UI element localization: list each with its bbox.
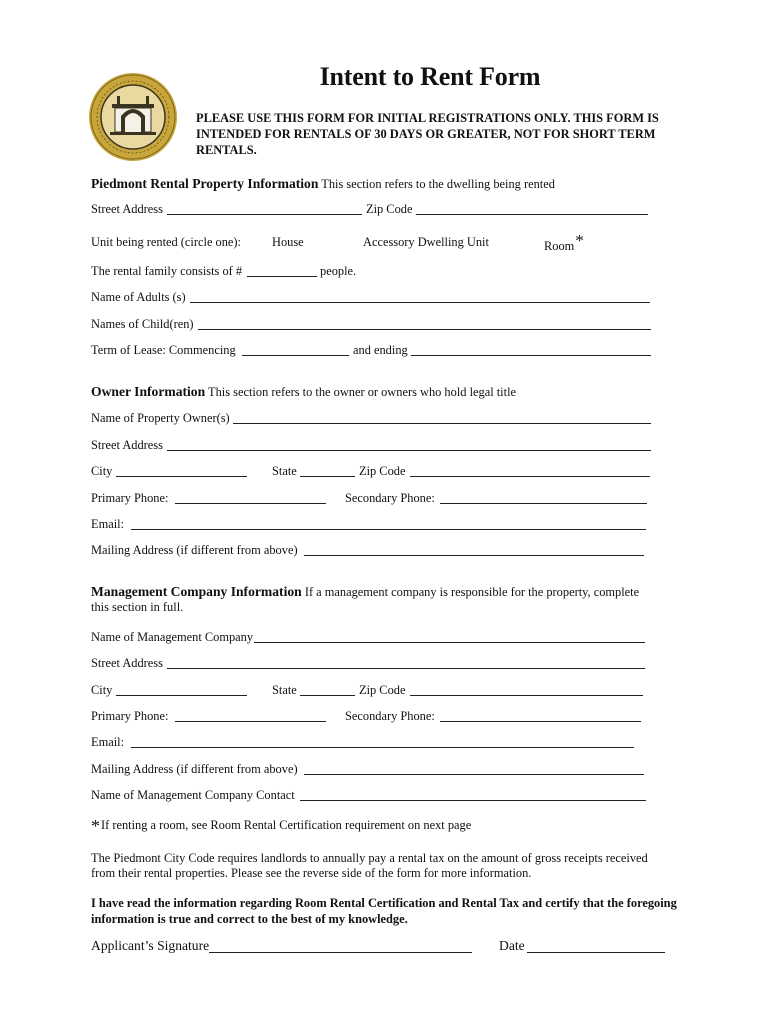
lease-start-label: Term of Lease: Commencing [91,343,236,357]
mgmt-name-label: Name of Management Company [91,630,254,644]
mgmt-zip-label: Zip Code [359,683,406,697]
applicant-signature-label: Applicant’s Signature [91,938,210,953]
owner-city-label: City [91,464,113,478]
form-notice: PLEASE USE THIS FORM FOR INITIAL REGISTRATIONS ONLY. THIS FORM IS INTENDED FOR RENTALS OF 30 DAYS OR GREATER, NOT FOR SHORT TERM RENTALS. [196,111,659,157]
mgmt-contact-field[interactable] [300,800,646,801]
owner-subtext: This section refers to the owner or owners who hold legal title [208,385,517,399]
street-address-label: Street Address [91,202,163,216]
owner-city-row [91,464,653,480]
owner-mailing-field[interactable] [304,555,644,556]
tax-note: The Piedmont City Code requires landlords to annually pay a rental tax on the amount of gross receipts received from their rental properties. Please see the reverse side of the form for more information. [91,851,648,880]
management-heading: Management Company Information [91,584,302,599]
mgmt-secondary-phone-field[interactable] [440,721,641,722]
mgmt-city-row [91,683,653,699]
owner-name-label: Name of Property Owner(s) [91,411,230,425]
mgmt-city-label: City [91,683,113,697]
mgmt-mailing-label: Mailing Address (if different from above) [91,762,298,776]
mgmt-street-row [91,656,653,672]
room-note-text: If renting a room, see Room Rental Certification requirement on next page [101,818,472,832]
children-label: Names of Child(ren) [91,317,194,331]
owner-state-field[interactable] [300,476,355,477]
mgmt-mailing-field[interactable] [304,774,644,775]
mgmt-email-label: Email: [91,735,125,749]
owner-street-label: Street Address [91,438,163,452]
owner-name-field[interactable] [233,423,651,424]
mgmt-email-field[interactable] [131,747,634,748]
owner-section-header [91,384,691,400]
mgmt-mailing-row [91,762,653,778]
owner-primary-phone-label: Primary Phone: [91,491,169,505]
mgmt-secondary-phone-label: Secondary Phone: [345,709,435,723]
adults-label: Name of Adults (s) [91,290,186,304]
unit-option-room[interactable] [544,231,584,255]
owner-heading: Owner Information [91,384,206,399]
mgmt-city-field[interactable] [116,695,247,696]
mgmt-phone-row [91,709,653,725]
mgmt-contact-row [91,788,653,804]
room-asterisk: * [575,231,584,250]
unit-type-row [91,231,651,253]
owner-primary-phone-field[interactable] [175,503,326,504]
date-label: Date [499,938,525,953]
owner-mailing-row [91,543,653,559]
adults-field[interactable] [190,302,650,303]
owner-email-row [91,517,653,533]
family-size-label: The rental family consists of # [91,264,243,278]
owner-zip-label: Zip Code [359,464,406,478]
owner-secondary-phone-field[interactable] [440,503,647,504]
form-title: Intent to Rent Form [319,62,541,91]
zip-code-field[interactable] [416,214,648,215]
zip-code-label: Zip Code [366,202,413,216]
date-field[interactable] [527,952,665,953]
street-address-field[interactable] [167,214,362,215]
owner-mailing-label: Mailing Address (if different from above) [91,543,298,557]
property-subtext: This section refers to the dwelling being rented [321,177,555,191]
mgmt-state-label: State [272,683,297,697]
mgmt-email-row [91,735,653,751]
lease-end-field[interactable] [411,355,651,356]
owner-secondary-phone-label: Secondary Phone: [345,491,435,505]
unit-option-house[interactable]: House [272,235,304,249]
owner-phone-row [91,491,653,507]
mgmt-zip-field[interactable] [410,695,643,696]
certification-statement: I have read the information regarding Room Rental Certification and Rental Tax and certify that the foregoing information is true and correct to the best of my knowledge. [91,896,677,926]
signature-row [91,938,671,956]
adults-row [91,290,651,306]
children-row [91,317,653,333]
owner-zip-field[interactable] [410,476,650,477]
unit-type-label: Unit being rented (circle one): [91,235,242,249]
property-section-header [91,176,691,192]
mgmt-street-field[interactable] [167,668,645,669]
unit-option-room-label: Room [544,239,575,253]
owner-name-row [91,411,653,427]
lease-end-label: and ending [353,343,408,357]
unit-option-adu[interactable]: Accessory Dwelling Unit [363,235,489,249]
city-seal-logo [88,72,178,162]
room-note [91,818,671,834]
management-section-header [91,584,651,615]
owner-email-field[interactable] [131,529,646,530]
lease-row [91,343,653,359]
mgmt-name-row [91,630,653,646]
lease-start-field[interactable] [242,355,349,356]
family-size-suffix: people. [320,264,357,278]
family-size-field[interactable] [247,276,317,277]
property-heading: Piedmont Rental Property Information [91,176,319,191]
mgmt-contact-label: Name of Management Company Contact [91,788,295,802]
mgmt-primary-phone-field[interactable] [175,721,326,722]
owner-state-label: State [272,464,297,478]
mgmt-street-label: Street Address [91,656,163,670]
management-subtext: If a management company is responsible for the property, complete this section in full. [91,585,640,614]
owner-city-field[interactable] [116,476,247,477]
owner-email-label: Email: [91,517,125,531]
mgmt-state-field[interactable] [300,695,355,696]
family-size-row [91,264,651,280]
mgmt-name-field[interactable] [254,642,645,643]
children-field[interactable] [198,329,651,330]
owner-street-row [91,438,653,454]
applicant-signature-field[interactable] [209,952,472,953]
room-note-asterisk: * [91,816,100,836]
property-street-row [91,202,651,218]
mgmt-primary-phone-label: Primary Phone: [91,709,169,723]
owner-street-field[interactable] [167,450,651,451]
